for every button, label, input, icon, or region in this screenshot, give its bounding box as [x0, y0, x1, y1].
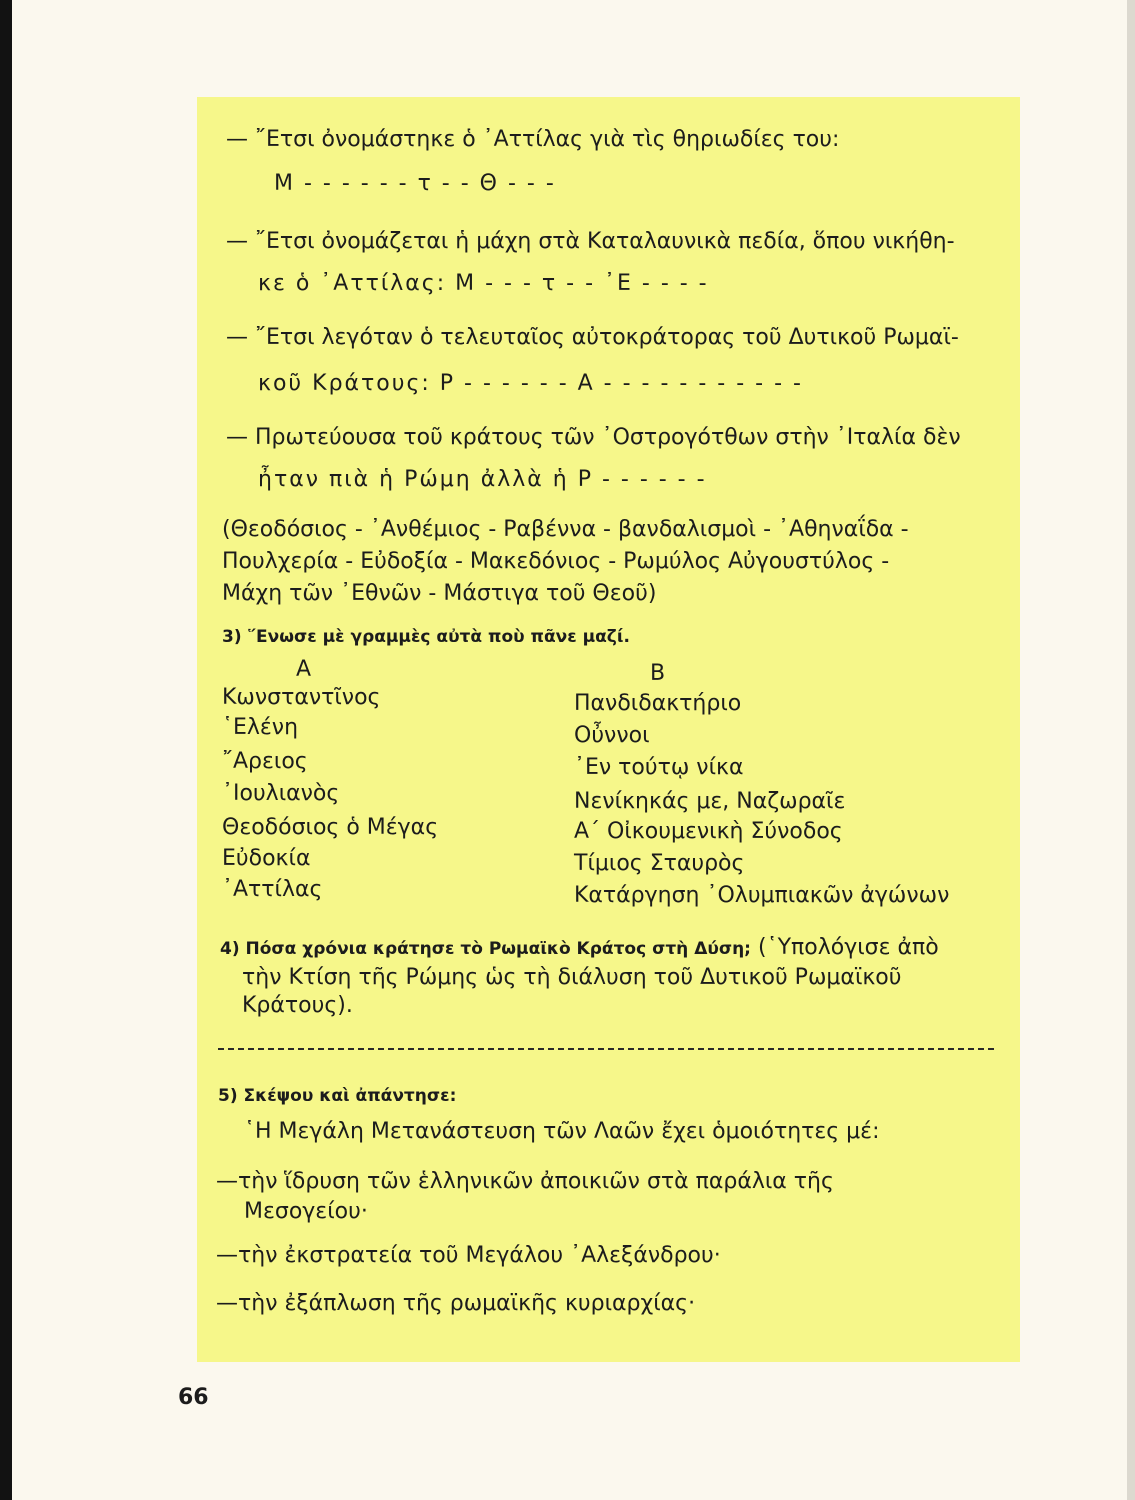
q4-line2: τὴν Κτίση τῆς Ρώμης ὡς τὴ διάλυση τοῦ Δυτικοῦ Ρωμαϊκοῦ: [242, 965, 902, 990]
q5-option-1-line2[interactable]: Μεσογείου·: [244, 1199, 368, 1224]
q3-b-item-7[interactable]: Κατάργηση ᾿Ολυμπιακῶν ἀγώνων: [574, 883, 950, 908]
q3-b-item-5[interactable]: Α΄ Οἰκουμενικὴ Σύνοδος: [574, 819, 843, 844]
q3-a-item-3[interactable]: ῎Αρειος: [222, 749, 308, 774]
fill-in-3-answer-blank[interactable]: κοῦ Κράτους: Ρ - - - - - - Α - - - - - - - - - - -: [258, 371, 803, 396]
fill-in-1-answer-blank[interactable]: Μ - - - - - - τ - - Θ - - -: [274, 171, 556, 196]
q4-header: 4) Πόσα χρόνια κράτησε τὸ Ρωμαϊκὸ Κράτος στὴ Δύση;: [220, 939, 751, 959]
q5-header: 5) Σκέψου καὶ ἀπάντησε:: [218, 1086, 457, 1106]
q3-b-item-6[interactable]: Τίμιος Σταυρὸς: [574, 851, 745, 876]
q4-answer-dashed-line[interactable]: [218, 1048, 994, 1050]
q4-line3: Κράτους).: [242, 993, 353, 1018]
q3-column-a-heading: Α: [296, 657, 312, 682]
q3-a-item-2[interactable]: ῾Ελένη: [222, 715, 299, 740]
word-bank-line1: (Θεοδόσιος - ᾿Ανθέμιος - Ραβέννα - βανδαλισμοὶ - ᾿Αθηναΐδα -: [222, 517, 909, 542]
fill-in-4-line1: — Πρωτεύουσα τοῦ κράτους τῶν ᾿Οστρογότθων στὴν ᾿Ιταλία δὲν: [226, 425, 961, 450]
word-bank-line3: Μάχη τῶν ᾿Εθνῶν - Μάστιγα τοῦ Θεοῦ): [222, 581, 657, 606]
q4-header-rest: (῾Υπολόγισε ἀπὸ: [757, 935, 939, 960]
fill-in-3-line1: — ῎Ετσι λεγόταν ὁ τελευταῖος αὐτοκράτορας τοῦ Δυτικοῦ Ρωμαϊ-: [226, 325, 959, 350]
q5-option-3[interactable]: —τὴν ἐξάπλωση τῆς ρωμαϊκῆς κυριαρχίας·: [216, 1291, 696, 1316]
page-number: 66: [178, 1385, 209, 1410]
q3-b-item-1[interactable]: Πανδιδακτήριο: [574, 691, 742, 716]
fill-in-2-answer-blank[interactable]: κε ὁ ᾿Αττίλας: Μ - - - τ - - ᾿Ε - - - -: [258, 271, 709, 296]
fill-in-1-line1: — ῎Ετσι ὀνομάστηκε ὁ ᾿Αττίλας γιὰ τὶς θηριωδίες του:: [226, 127, 840, 152]
q3-b-item-2[interactable]: Οὖννοι: [574, 723, 650, 748]
q3-a-item-5[interactable]: Θεοδόσιος ὁ Μέγας: [222, 815, 439, 840]
word-bank-line2: Πουλχερία - Εὐδοξία - Μακεδόνιος - Ρωμύλος Αὐγουστύλος -: [222, 549, 890, 574]
q3-a-item-1[interactable]: Κωνσταντῖνος: [222, 685, 381, 710]
book-spine-edge: [0, 0, 12, 1500]
page-right-edge: [1127, 0, 1135, 1500]
q5-intro: ῾Η Μεγάλη Μετανάστευση τῶν Λαῶν ἔχει ὁμοιότητες μέ:: [244, 1119, 880, 1144]
q5-option-1-line1[interactable]: —τὴν ἵδρυση τῶν ἑλληνικῶν ἀποικιῶν στὰ παράλια τῆς: [216, 1169, 834, 1194]
q3-column-b-heading: Β: [650, 661, 666, 686]
q3-header: 3) ῞Ενωσε μὲ γραμμὲς αὐτὰ ποὺ πᾶνε μαζί.: [222, 627, 630, 647]
q3-a-item-4[interactable]: ᾿Ιουλιανὸς: [222, 781, 340, 806]
q3-b-item-4[interactable]: Νενίκηκάς με, Ναζωραῖε: [574, 789, 846, 814]
q3-a-item-6[interactable]: Εὐδοκία: [222, 846, 311, 871]
q3-b-item-3[interactable]: ᾿Εν τούτῳ νίκα: [574, 755, 744, 780]
fill-in-2-line1: — ῎Ετσι ὀνομάζεται ἡ μάχη στὰ Καταλαυνικὰ πεδία, ὅπου νικήθη-: [226, 229, 955, 254]
fill-in-4-answer-blank[interactable]: ἦταν πιὰ ἡ Ρώμη ἀλλὰ ἡ Ρ - - - - - -: [258, 467, 707, 492]
q5-option-2[interactable]: —τὴν ἐκστρατεία τοῦ Μεγάλου ᾿Αλεξάνδρου·: [216, 1243, 721, 1268]
q4-line1: [220, 934, 939, 963]
q3-a-item-7[interactable]: ᾿Αττίλας: [222, 877, 323, 902]
